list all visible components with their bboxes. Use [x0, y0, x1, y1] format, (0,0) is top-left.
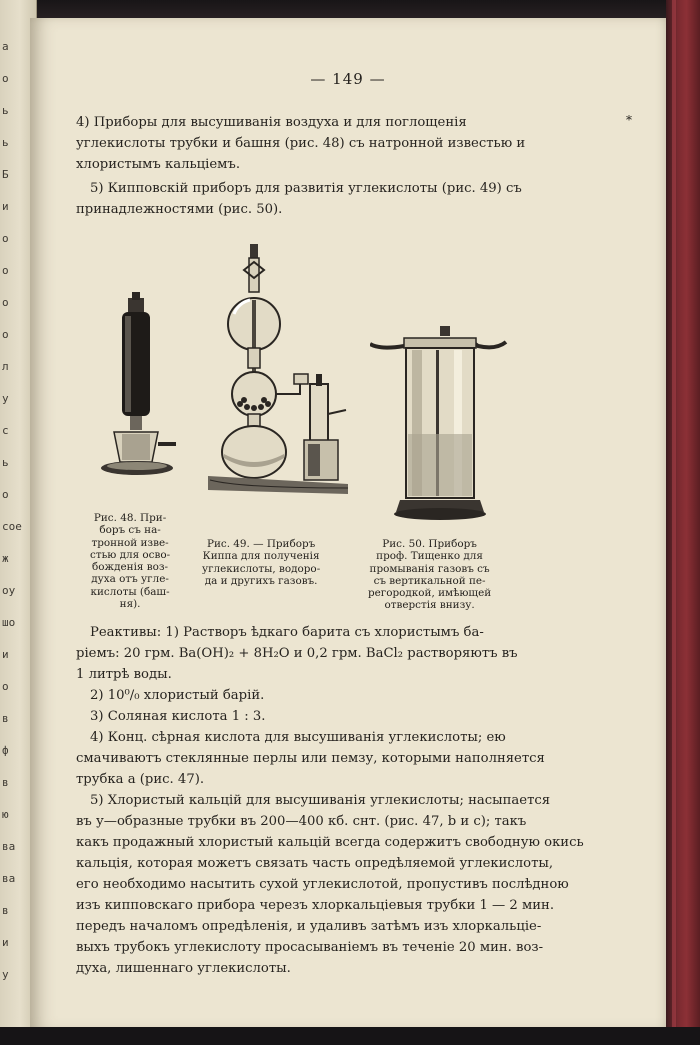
- figures-area: [30, 236, 666, 616]
- caption-line: духа отъ угле-: [91, 573, 169, 586]
- left-page-text-fragment: ь: [2, 104, 9, 117]
- text-line: 1 литрѣ воды.: [76, 667, 172, 682]
- caption-line: отверстія внизу.: [384, 599, 475, 612]
- caption-line: ня).: [119, 598, 141, 611]
- text-line: 4) Приборы для высушиванія воздуха и для поглощенія: [76, 115, 467, 130]
- caption-line: Рис. 50. Приборъ: [382, 538, 477, 550]
- caption-line: тронной изве-: [91, 536, 169, 549]
- left-page-text-fragment: с: [2, 424, 9, 437]
- left-page-text-fragment: и: [2, 200, 9, 213]
- left-page-text-fragment: оу: [2, 584, 16, 597]
- left-page-text-fragment: о: [2, 488, 9, 501]
- caption-line: Рис. 49. — Приборъ: [206, 538, 316, 550]
- left-page-text-fragment: ж: [2, 552, 9, 565]
- text-line: ріемъ: 20 грм. Ba(OH)₂ + 8H₂O и 0,2 грм. BaCl₂ растворяютъ въ: [76, 646, 518, 661]
- figure-50-caption: [368, 538, 491, 612]
- left-page-text-fragment: в: [2, 904, 9, 917]
- text-line: духа, лишеннаго углекислоты.: [76, 961, 291, 976]
- caption-line: углекислоты, водоро-: [202, 562, 321, 575]
- text-line: его необходимо насытить сухой углекислотой, пропустивъ послѣдною: [76, 877, 569, 892]
- text-line: 2) 10⁰/₀ хлористый барій.: [90, 688, 265, 703]
- book-binding-bottom: [0, 1027, 700, 1045]
- book-cover-edge: [666, 0, 700, 1045]
- left-page-text-fragment: у: [2, 968, 9, 981]
- book-page: [30, 18, 666, 1030]
- left-page-text-fragment: ва: [2, 840, 16, 853]
- paragraph-item-4: [76, 112, 636, 175]
- left-page-text-fragment: ь: [2, 456, 9, 469]
- left-page-text-fragment: и: [2, 648, 9, 661]
- caption-line: Рис. 48. При-: [93, 512, 167, 524]
- left-page-text-fragment: ю: [2, 808, 9, 821]
- text-line: углекислоты трубки и башня (рис. 48) съ натронной известью и: [76, 136, 526, 151]
- figure-49-caption: [202, 538, 320, 587]
- caption-line: боръ съ на-: [99, 524, 161, 537]
- left-page-text-fragment: в: [2, 712, 9, 725]
- left-page-text-fragment: о: [2, 680, 9, 693]
- caption-line: проф. Тищенко для: [376, 550, 483, 563]
- left-page-text-fragment: о: [2, 72, 9, 85]
- left-page-text-fragment: а: [2, 40, 9, 53]
- left-page-text-fragment: о: [2, 232, 9, 245]
- reagents-paragraph: [76, 622, 636, 979]
- caption-line: стью для осво-: [90, 548, 171, 561]
- page-number: — 149 —: [310, 70, 386, 88]
- left-page-text-fragment: о: [2, 296, 9, 309]
- left-page-text-fragment: у: [2, 392, 9, 405]
- left-page-text-fragment: в: [2, 776, 9, 789]
- drying-tower-figure: [92, 292, 182, 492]
- margin-mark: *: [626, 113, 632, 127]
- left-page-text-fragment: ва: [2, 872, 16, 885]
- text-line: выхъ трубокъ углекислоту просасываніемъ въ теченіе 20 мин. воз-: [76, 940, 544, 955]
- text-line: трубка а (рис. 47).: [76, 772, 205, 787]
- caption-line: промыванія газовъ съ: [369, 562, 490, 575]
- text-line: Реактивы: 1) Растворъ ѣдкаго барита съ хлористымъ ба-: [90, 625, 484, 640]
- caption-line: да и другихъ газовъ.: [204, 574, 318, 587]
- left-page-text-fragment: о: [2, 328, 9, 341]
- caption-line: кислоты (баш-: [90, 585, 170, 598]
- caption-line: божденія воз-: [92, 561, 169, 574]
- left-page-text-fragment: л: [2, 360, 9, 373]
- left-page-text-fragment: о: [2, 264, 9, 277]
- figure-48-caption: [90, 512, 170, 610]
- text-line: какъ продажный хлористый кальцій всегда содержитъ свободную окись: [76, 835, 584, 850]
- text-line: кальція, которая можетъ связать часть опредѣляемой углекислоты,: [76, 856, 554, 871]
- text-line: смачиваютъ стеклянные перлы или пемзу, которыми наполняется: [76, 751, 545, 766]
- text-line: 3) Соляная кислота 1 : 3.: [90, 709, 266, 724]
- left-page-text-fragment: и: [2, 936, 9, 949]
- text-line: 5) Хлористый кальцій для высушиванія углекислоты; насыпается: [90, 793, 551, 808]
- washing-bottle-figure: [370, 324, 510, 524]
- left-page-text-fragment: Б: [2, 168, 9, 181]
- text-line: передъ началомъ опредѣленія, и удаливъ затѣмъ изъ хлоркальціе-: [76, 919, 542, 934]
- left-page-text-fragment: сое: [2, 520, 22, 533]
- left-page-text-fragment: ь: [2, 136, 9, 149]
- caption-line: Киппа для полученія: [202, 550, 320, 563]
- paragraph-item-5: [76, 178, 636, 220]
- text-line: 5) Кипповскій приборъ для развитія углекислоты (рис. 49) съ: [90, 181, 522, 196]
- caption-line: съ вертикальной пе-: [373, 574, 486, 587]
- caption-line: регородкой, имѣющей: [368, 587, 492, 600]
- kipp-apparatus-figure: [200, 244, 350, 494]
- text-line: 4) Конц. сѣрная кислота для высушиванія углекислоты; ею: [90, 730, 506, 745]
- text-line: принадлежностями (рис. 50).: [76, 202, 283, 217]
- text-line: хлористымъ кальціемъ.: [76, 157, 241, 172]
- left-page-text-fragment: ф: [2, 744, 9, 757]
- left-page-text-fragment: шо: [2, 616, 16, 629]
- text-line: изъ кипповскаго прибора черезъ хлоркальціевыя трубки 1 — 2 мин.: [76, 898, 555, 913]
- text-line: въ у—образные трубки въ 200—400 кб. снт. (рис. 47, b и c); такъ: [76, 814, 527, 829]
